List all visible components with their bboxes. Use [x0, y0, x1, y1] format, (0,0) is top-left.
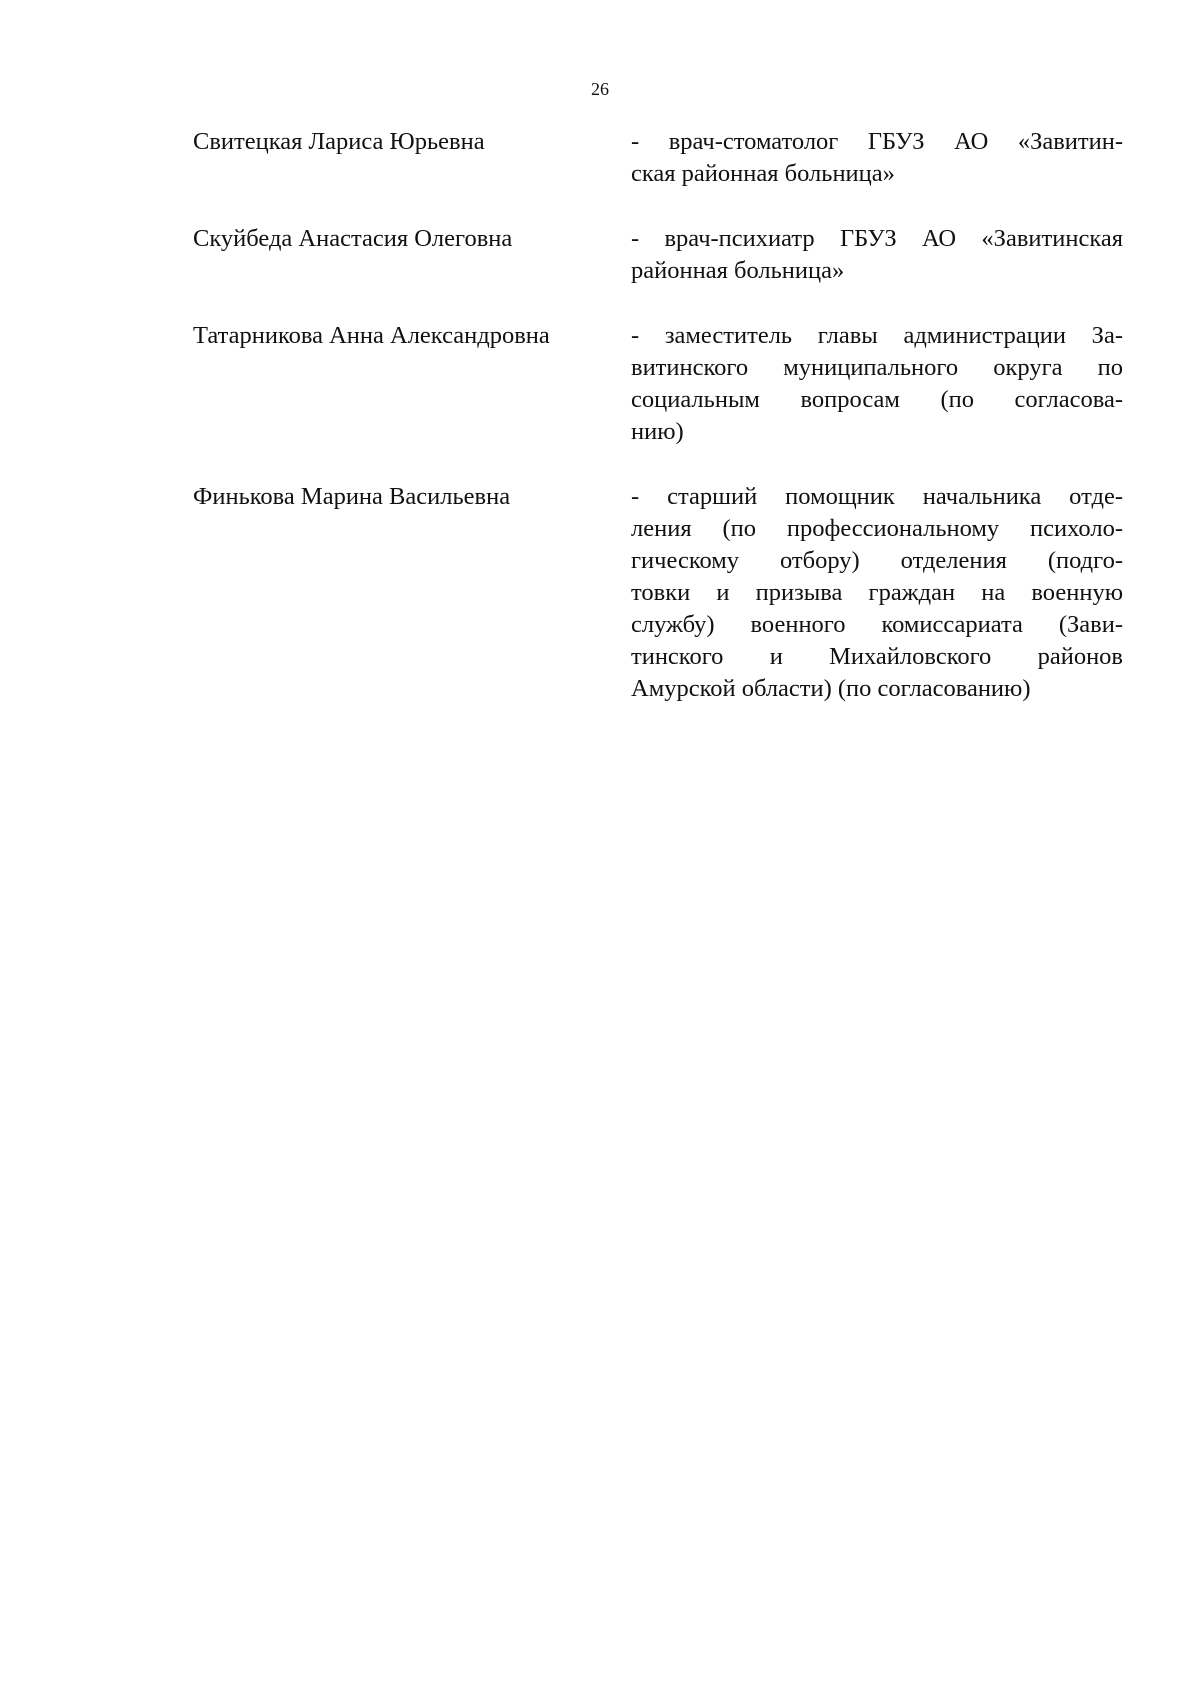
position-line: - заместитель главы администрации За- — [631, 322, 1123, 349]
position-line: - врач-психиатр ГБУЗ АО «Завитинская — [631, 225, 1123, 252]
position-line: ская районная больница» — [631, 160, 895, 187]
page-number: 26 — [591, 79, 609, 99]
member-position — [631, 223, 1123, 287]
member-position — [631, 126, 1123, 190]
member-position — [631, 320, 1123, 448]
position-line: нию) — [631, 418, 684, 445]
position-line: службу) военного комиссариата (Зави- — [631, 611, 1123, 638]
position-line: районная больница» — [631, 257, 845, 284]
position-line: тинского и Михайловского районов — [631, 643, 1123, 670]
member-name: Свитецкая Лариса Юрьевна — [193, 128, 485, 155]
position-line: - врач-стоматолог ГБУЗ АО «Завитин- — [631, 128, 1123, 155]
position-line: ления (по профессиональному психоло- — [631, 515, 1123, 542]
position-line: Амурской области) (по согласованию) — [631, 675, 1031, 702]
member-entry — [193, 223, 1133, 287]
member-entry — [193, 320, 1133, 448]
position-line: социальным вопросам (по согласова- — [631, 386, 1123, 413]
member-name: Финькова Марина Васильевна — [193, 483, 511, 510]
member-name: Татарникова Анна Александровна — [193, 322, 550, 349]
position-line: гическому отбору) отделения (подго- — [631, 547, 1123, 574]
member-position — [631, 481, 1123, 705]
member-entry — [193, 126, 1133, 190]
position-line: - старший помощник начальника отде- — [631, 483, 1123, 510]
members-list — [193, 126, 1133, 705]
member-entry — [193, 481, 1133, 705]
member-name: Скуйбеда Анастасия Олеговна — [193, 225, 513, 252]
position-line: витинского муниципального округа по — [631, 354, 1123, 381]
position-line: товки и призыва граждан на военную — [631, 579, 1123, 606]
